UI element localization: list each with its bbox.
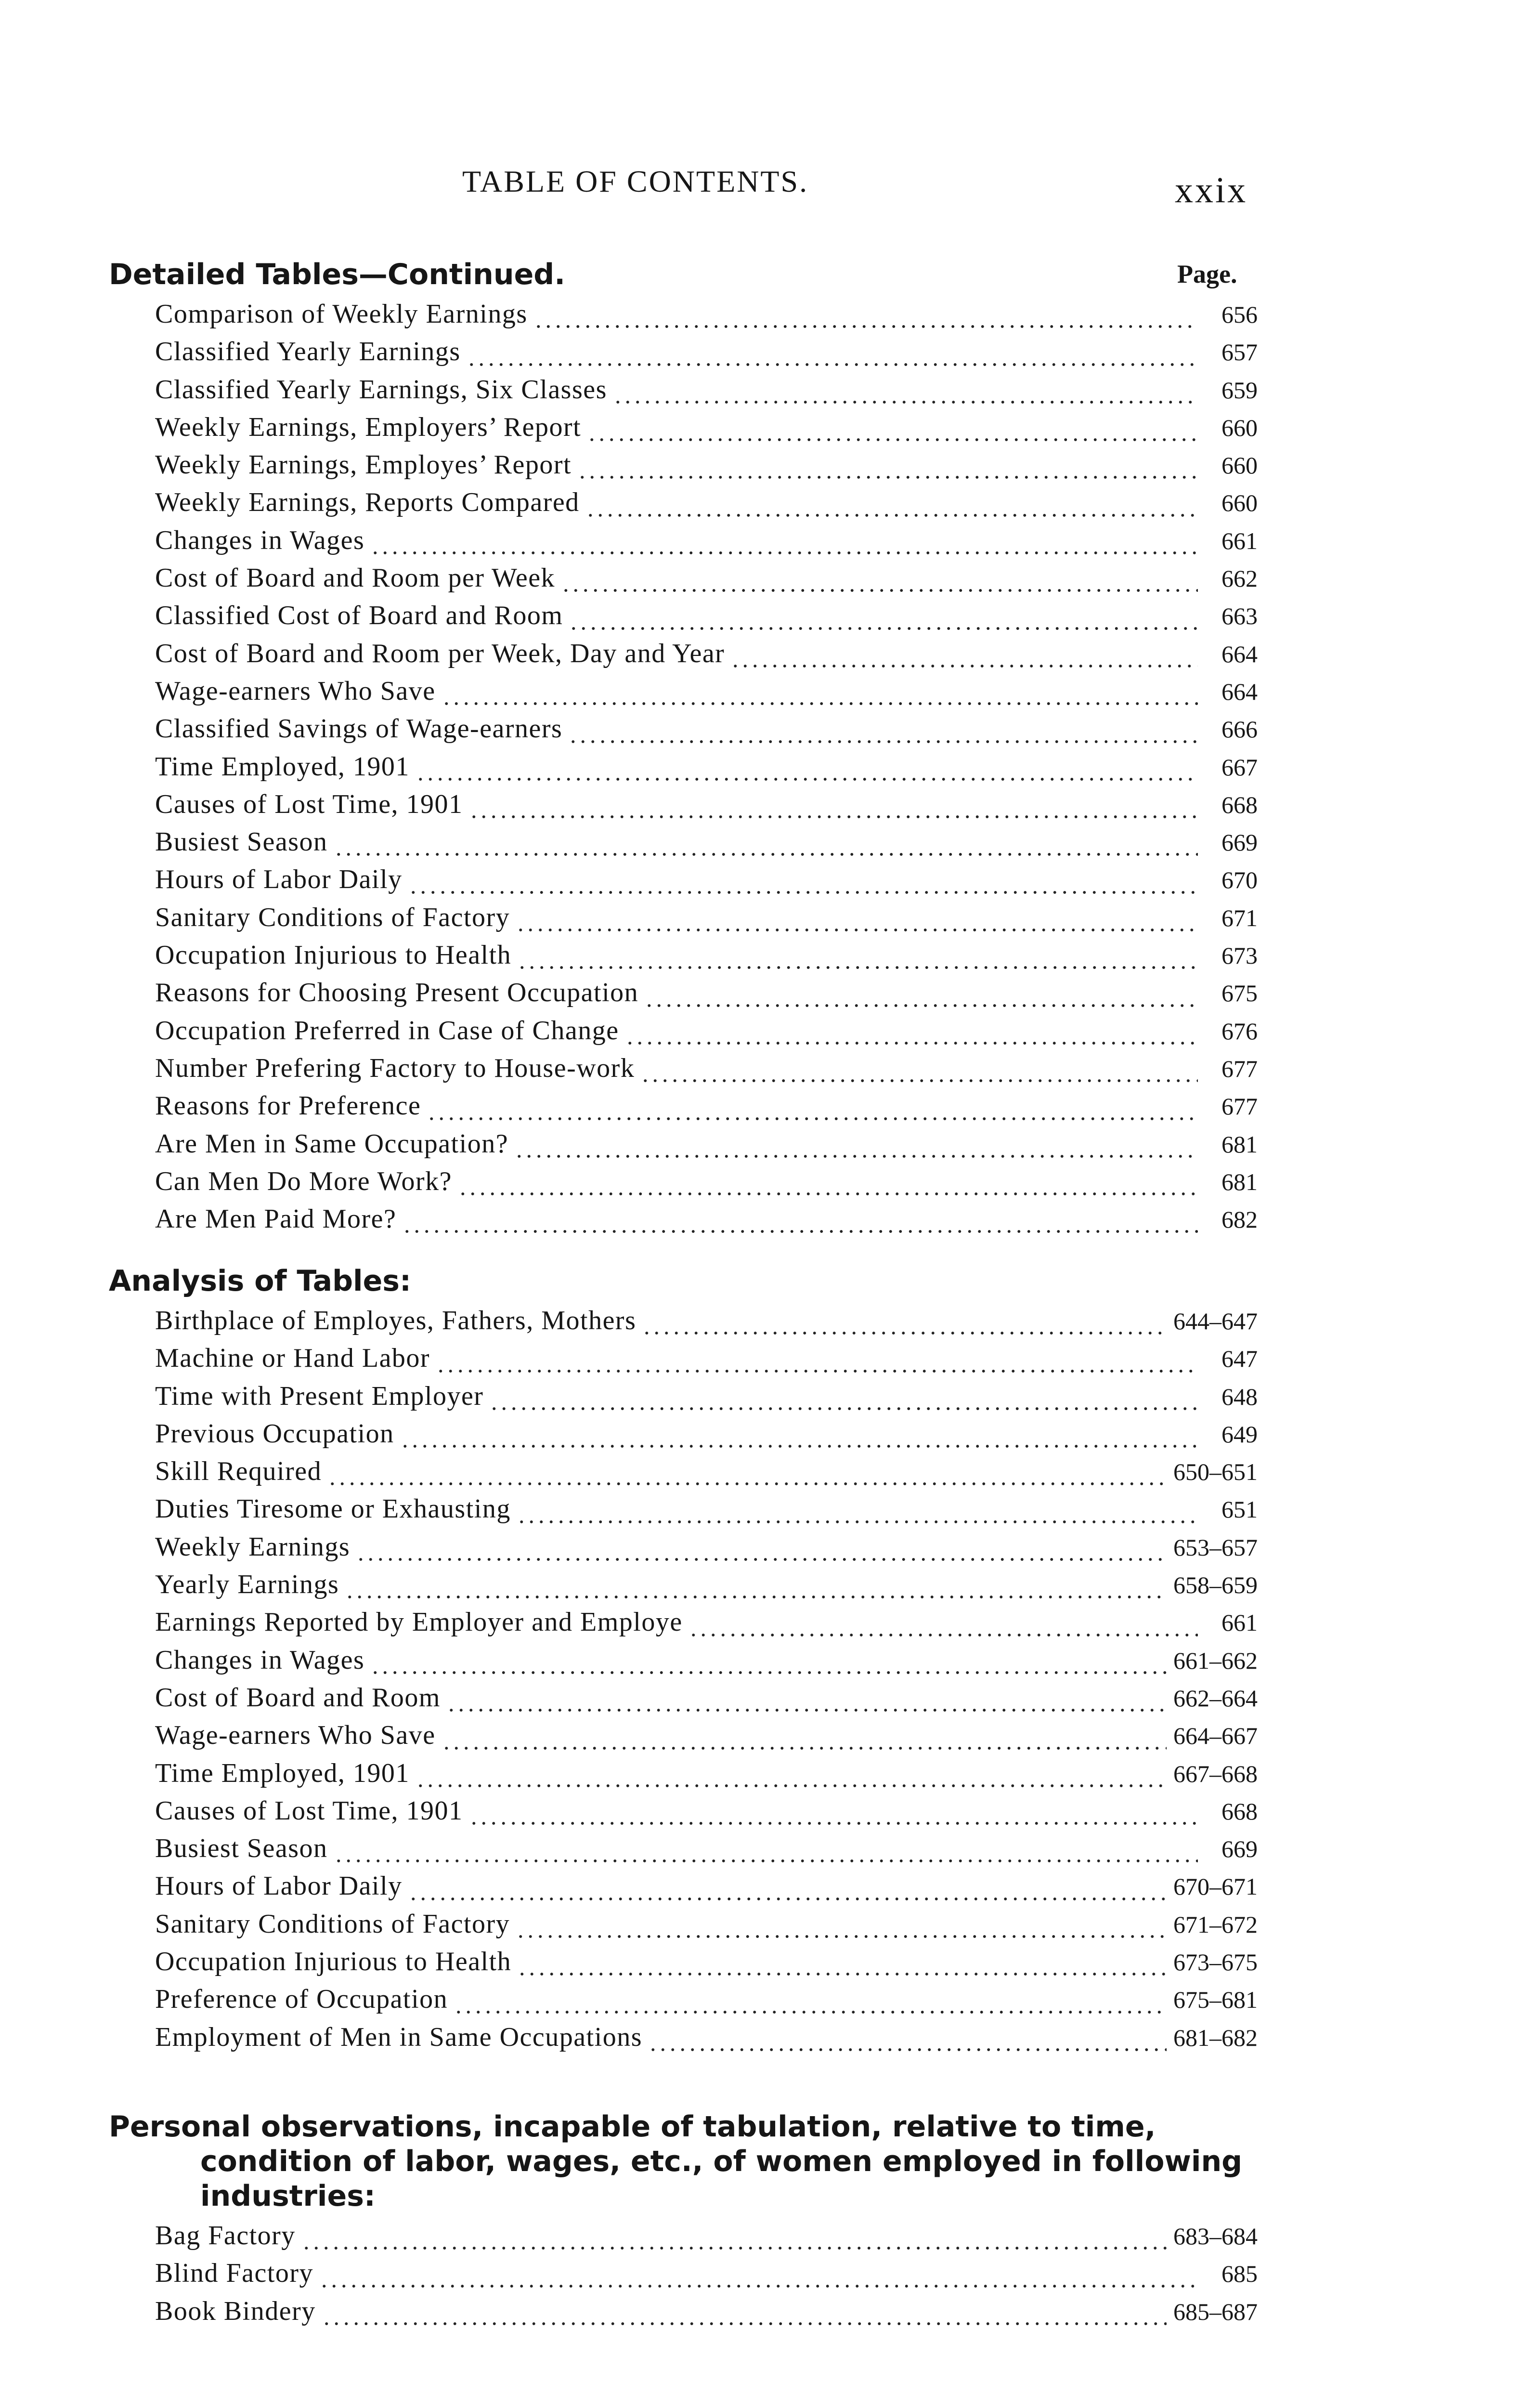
- dot-leader: [533, 302, 1198, 329]
- toc-entry-page: 660: [1221, 414, 1258, 441]
- toc-entry: [155, 1645, 1258, 1682]
- toc-entry-title: Weekly Earnings, Reports Compared: [155, 487, 580, 518]
- dot-leader: [648, 2026, 1167, 2053]
- toc-entry-page: 649: [1221, 1420, 1258, 1448]
- toc-entry-page: 650–651: [1173, 1458, 1258, 1486]
- toc-entry: [155, 600, 1258, 638]
- dot-leader: [644, 982, 1198, 1008]
- toc-entry-title: Earnings Reported by Employer and Employe: [155, 1607, 683, 1637]
- toc-entry-title: Cost of Board and Room: [155, 1682, 441, 1713]
- toc-entry-page: 681: [1221, 1168, 1258, 1195]
- toc-entry-list: [155, 2220, 1258, 2333]
- toc-entry: [155, 826, 1258, 864]
- toc-entry: [155, 2258, 1258, 2295]
- dot-leader: [517, 1498, 1198, 1525]
- dot-leader: [402, 1207, 1198, 1234]
- toc-entry-page: 673–675: [1173, 1949, 1258, 1976]
- toc-entry-page: 658–659: [1173, 1571, 1258, 1599]
- toc-entry: [155, 1015, 1258, 1053]
- toc-entry: [155, 336, 1258, 374]
- toc-entry: [155, 676, 1258, 713]
- dot-leader: [416, 1762, 1167, 1789]
- toc-entry-page: 664–667: [1173, 1722, 1258, 1750]
- dot-leader: [516, 1912, 1167, 1939]
- toc-entry-page: 660: [1221, 489, 1258, 517]
- toc-entry-page: 660: [1221, 452, 1258, 479]
- toc-entry: [155, 1493, 1258, 1531]
- section-heading: Analysis of Tables:: [109, 1264, 412, 1298]
- toc-entry-title: Are Men in Same Occupation?: [155, 1128, 509, 1159]
- toc-entry: [155, 1871, 1258, 1908]
- toc-entry-title: Comparison of Weekly Earnings: [155, 299, 528, 329]
- toc-entry-title: Bag Factory: [155, 2221, 296, 2251]
- toc-entry-title: Are Men Paid More?: [155, 1204, 397, 1234]
- toc-entry: [155, 1418, 1258, 1456]
- toc-entry-page: 661: [1221, 1609, 1258, 1636]
- toc-entry-title: Wage-earners Who Save: [155, 1720, 436, 1751]
- section-heading: Detailed Tables—Continued.: [109, 258, 566, 291]
- toc-entry-page: 661: [1221, 527, 1258, 554]
- toc-entry-title: Yearly Earnings: [155, 1570, 339, 1600]
- toc-entry-page: 662–664: [1173, 1684, 1258, 1712]
- toc-entry-title: Changes in Wages: [155, 525, 365, 555]
- dot-leader: [514, 1132, 1198, 1159]
- toc-entry-page: 685–687: [1173, 2298, 1258, 2325]
- toc-entry-title: Reasons for Choosing Present Occupation: [155, 978, 639, 1008]
- toc-entry-title: Employment of Men in Same Occupations: [155, 2022, 642, 2052]
- toc-entry-title: Number Prefering Factory to House-work: [155, 1053, 635, 1083]
- dot-leader: [577, 453, 1198, 480]
- toc-entry-title: Previous Occupation: [155, 1418, 394, 1449]
- toc-entry-title: Time with Present Employer: [155, 1381, 484, 1411]
- toc-entry-title: Wage-earners Who Save: [155, 676, 436, 706]
- toc-entry: [155, 1531, 1258, 1569]
- toc-entry-page: 669: [1221, 829, 1258, 856]
- toc-entry: [155, 1204, 1258, 1241]
- toc-entry: [155, 1946, 1258, 1984]
- toc-entry: [155, 449, 1258, 487]
- toc-entry: [155, 864, 1258, 902]
- toc-entry-title: Classified Yearly Earnings: [155, 337, 461, 367]
- dot-leader: [561, 566, 1198, 593]
- dot-leader: [730, 642, 1198, 669]
- toc-entry-page: 671–672: [1173, 1911, 1258, 1938]
- running-title: TABLE OF CONTENTS.: [462, 164, 809, 198]
- toc-entry-page: 669: [1221, 1835, 1258, 1863]
- toc-entry-page: 664: [1221, 640, 1258, 667]
- toc-entry-title: Causes of Lost Time, 1901: [155, 789, 463, 819]
- dot-leader: [319, 2262, 1198, 2289]
- toc-entry-title: Sanitary Conditions of Factory: [155, 902, 510, 932]
- toc-entry-title: Preference of Occupation: [155, 1984, 448, 2015]
- toc-entry-page: 657: [1221, 339, 1258, 366]
- toc-entry-list: [155, 299, 1258, 1241]
- toc-entry-page: 668: [1221, 791, 1258, 818]
- toc-entry: [155, 1053, 1258, 1090]
- toc-entry-page: 656: [1221, 301, 1258, 328]
- dot-leader: [517, 943, 1198, 970]
- dot-leader: [625, 1019, 1198, 1046]
- toc-entry-page: 667: [1221, 753, 1258, 781]
- toc-entry: [155, 1682, 1258, 1720]
- toc-entry-title: Hours of Labor Daily: [155, 1871, 403, 1901]
- toc-entry-title: Busiest Season: [155, 827, 328, 857]
- dot-leader: [516, 906, 1198, 933]
- dot-leader: [569, 604, 1198, 631]
- toc-entry-page: 648: [1221, 1383, 1258, 1410]
- dot-leader: [517, 1950, 1167, 1977]
- toc-entry-title: Occupation Preferred in Case of Change: [155, 1015, 619, 1046]
- dot-leader: [640, 1057, 1198, 1084]
- toc-entry-title: Skill Required: [155, 1456, 322, 1487]
- toc-entry-page: 681–682: [1173, 2024, 1258, 2051]
- toc-entry-page: 651: [1221, 1496, 1258, 1523]
- toc-entry: [155, 2022, 1258, 2059]
- toc-entry-page: 670: [1221, 866, 1258, 894]
- dot-leader: [322, 2300, 1167, 2327]
- toc-entry-title: Classified Yearly Earnings, Six Classes: [155, 374, 607, 405]
- toc-entry: [155, 902, 1258, 940]
- toc-entry-title: Time Employed, 1901: [155, 751, 410, 782]
- toc-entry-title: Reasons for Preference: [155, 1091, 421, 1121]
- dot-leader: [469, 793, 1198, 820]
- dot-leader: [469, 1799, 1198, 1826]
- toc-entry: [155, 713, 1258, 751]
- toc-entry-title: Cost of Board and Room per Week, Day and Year: [155, 638, 725, 668]
- toc-entry-page: 661–662: [1173, 1647, 1258, 1674]
- dot-leader: [356, 1535, 1167, 1562]
- toc-entry: [155, 525, 1258, 563]
- dot-leader: [436, 1347, 1198, 1374]
- dot-leader: [400, 1422, 1198, 1449]
- toc-entry-page: 683–684: [1173, 2223, 1258, 2250]
- dot-leader: [467, 340, 1198, 367]
- toc-entry-title: Occupation Injurious to Health: [155, 940, 512, 970]
- toc-entry-title: Machine or Hand Labor: [155, 1343, 430, 1374]
- toc-entry: [155, 1984, 1258, 2021]
- dot-leader: [446, 1686, 1167, 1713]
- toc-entry-title: Book Bindery: [155, 2296, 316, 2326]
- toc-entry-title: Blind Factory: [155, 2258, 314, 2289]
- toc-entry-page: 676: [1221, 1017, 1258, 1045]
- toc-entry-title: Changes in Wages: [155, 1645, 365, 1675]
- toc-entry: [155, 1456, 1258, 1493]
- toc-entry-title: Weekly Earnings, Employers’ Report: [155, 412, 582, 442]
- toc-entry: [155, 1305, 1258, 1343]
- dot-leader: [408, 868, 1198, 895]
- dot-leader: [416, 755, 1198, 782]
- toc-entry-page: 662: [1221, 565, 1258, 592]
- section-heading: Personal observations, incapable of tabulation, relative to time, condition of labor, wages, etc., of women employed in following industries:: [109, 2110, 1243, 2213]
- dot-leader: [613, 378, 1198, 405]
- dot-leader: [427, 1095, 1198, 1122]
- toc-entry-page: 677: [1221, 1055, 1258, 1082]
- toc-entry-page: 671: [1221, 904, 1258, 931]
- toc-entry: [155, 563, 1258, 600]
- toc-entry-title: Classified Savings of Wage-earners: [155, 714, 563, 744]
- toc-entry: [155, 1758, 1258, 1795]
- dot-leader: [327, 1460, 1167, 1487]
- dot-leader: [370, 1649, 1167, 1675]
- toc-entry-page: 664: [1221, 678, 1258, 705]
- toc-entry: [155, 789, 1258, 826]
- toc-entry-title: Time Employed, 1901: [155, 1758, 410, 1788]
- toc-entry-page: 653–657: [1173, 1533, 1258, 1561]
- toc-entry-title: Cost of Board and Room per Week: [155, 563, 556, 593]
- toc-entry-title: Duties Tiresome or Exhausting: [155, 1494, 511, 1524]
- toc-entry-page: 644–647: [1173, 1308, 1258, 1335]
- toc-entry: [155, 751, 1258, 789]
- dot-leader: [454, 1988, 1167, 2015]
- dot-leader: [301, 2224, 1167, 2251]
- toc-entry-page: 682: [1221, 1206, 1258, 1233]
- dot-leader: [642, 1309, 1167, 1336]
- toc-entry: [155, 638, 1258, 676]
- toc-entry: [155, 374, 1258, 412]
- toc-entry-page: 659: [1221, 376, 1258, 404]
- toc-entry: [155, 1166, 1258, 1204]
- toc-entry-page: 666: [1221, 716, 1258, 743]
- page-column-label: Page.: [1177, 260, 1237, 288]
- toc-entry: [155, 1381, 1258, 1418]
- page-number: xxix: [1175, 170, 1248, 210]
- toc-entry-page: 667–668: [1173, 1760, 1258, 1787]
- toc-entry-list: [155, 1305, 1258, 2059]
- dot-leader: [370, 529, 1198, 556]
- dot-leader: [334, 1837, 1198, 1864]
- toc-entry-page: 675–681: [1173, 1986, 1258, 2014]
- toc-entry-page: 675: [1221, 980, 1258, 1007]
- toc-entry-page: 647: [1221, 1345, 1258, 1373]
- toc-entry-title: Classified Cost of Board and Room: [155, 601, 563, 631]
- toc-entry-page: 677: [1221, 1093, 1258, 1120]
- toc-entry-page: 685: [1221, 2260, 1258, 2288]
- toc-entry-title: Can Men Do More Work?: [155, 1166, 452, 1196]
- toc-entry-title: Weekly Earnings: [155, 1531, 351, 1562]
- dot-leader: [408, 1875, 1167, 1902]
- toc-entry: [155, 2296, 1258, 2333]
- dot-leader: [587, 416, 1198, 443]
- dot-leader: [442, 1724, 1167, 1751]
- dot-leader: [568, 718, 1198, 745]
- dot-leader: [334, 830, 1198, 857]
- toc-entry-page: 681: [1221, 1130, 1258, 1158]
- toc-entry-title: Sanitary Conditions of Factory: [155, 1909, 510, 1939]
- toc-entry: [155, 1090, 1258, 1128]
- toc-entry-title: Occupation Injurious to Health: [155, 1947, 512, 1977]
- dot-leader: [585, 491, 1198, 518]
- toc-entry-page: 668: [1221, 1797, 1258, 1825]
- dot-leader: [458, 1170, 1198, 1197]
- toc-entry: [155, 299, 1258, 336]
- toc-entry: [155, 1607, 1258, 1644]
- toc-entry: [155, 1720, 1258, 1757]
- toc-entry: [155, 977, 1258, 1015]
- toc-entry: [155, 940, 1258, 977]
- toc-entry: [155, 1833, 1258, 1871]
- toc-entry-title: Busiest Season: [155, 1833, 328, 1864]
- dot-leader: [489, 1385, 1198, 1412]
- dot-leader: [442, 680, 1198, 707]
- dot-leader: [689, 1611, 1198, 1638]
- toc-entry-page: 663: [1221, 602, 1258, 630]
- dot-leader: [345, 1573, 1167, 1600]
- toc-entry-title: Birthplace of Employes, Fathers, Mothers: [155, 1306, 637, 1335]
- toc-entry: [155, 2220, 1258, 2258]
- toc-entry: [155, 1128, 1258, 1166]
- toc-entry-title: Causes of Lost Time, 1901: [155, 1795, 463, 1826]
- toc-entry: [155, 1343, 1258, 1380]
- toc-entry-title: Hours of Labor Daily: [155, 864, 403, 895]
- toc-entry-title: Weekly Earnings, Employes’ Report: [155, 450, 572, 480]
- toc-entry: [155, 487, 1258, 524]
- toc-entry: [155, 1909, 1258, 1946]
- toc-entry-page: 670–671: [1173, 1873, 1258, 1900]
- toc-entry: [155, 1795, 1258, 1833]
- toc-entry: [155, 1569, 1258, 1607]
- toc-entry-page: 673: [1221, 942, 1258, 969]
- toc-entry: [155, 412, 1258, 449]
